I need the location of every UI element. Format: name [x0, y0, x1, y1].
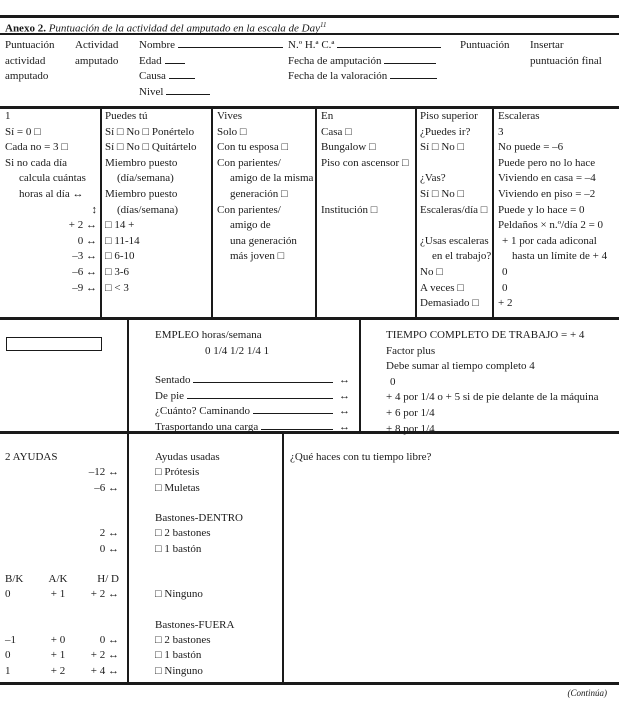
text-line	[155, 572, 280, 587]
text-line: + 8 por 1/4	[386, 422, 435, 435]
text-line	[5, 572, 119, 587]
field-blank[interactable]	[169, 69, 195, 79]
score-cell: + 1	[50, 649, 66, 662]
checkbox-option[interactable]: □ 11-14	[105, 234, 140, 247]
lives-with-column	[217, 109, 315, 265]
record-fields	[288, 38, 441, 85]
arrow-icon: ↔	[339, 405, 350, 418]
text-line: Si no cada día	[5, 156, 68, 169]
text-line	[5, 557, 119, 572]
field-label: Fecha de la valoración	[288, 70, 388, 82]
field-blank[interactable]	[165, 54, 185, 64]
field-blank[interactable]	[337, 38, 441, 48]
text-line	[321, 171, 415, 187]
text-line: ¿Puedes ir?	[420, 125, 471, 138]
text-line: (día/semana)	[117, 172, 174, 185]
checkbox-option[interactable]: Sí □ No □	[420, 187, 465, 200]
field-nombre[interactable]	[139, 38, 283, 54]
checkbox-option[interactable]: Con tu esposa □	[217, 141, 289, 154]
prosthesis-column	[105, 109, 211, 296]
col-divider	[359, 320, 361, 432]
field-label: Edad	[139, 54, 162, 67]
caption-title: Puntuación de la actividad del amputado en la escala de Day	[48, 22, 320, 35]
text-line: –9 ↔	[72, 281, 97, 294]
field-label: Nivel	[139, 85, 164, 98]
text-line	[321, 187, 415, 203]
text-line: –3 ↔	[72, 250, 97, 263]
header-text: amputado	[5, 70, 49, 82]
bottom-rule	[0, 682, 619, 685]
checkbox-option[interactable]: □ 3-6	[105, 265, 130, 278]
patient-fields	[139, 38, 283, 100]
checkbox-option[interactable]: No □	[420, 265, 443, 278]
text-line: 1	[5, 110, 11, 122]
text-line: Escaleras	[498, 110, 540, 122]
text-line: –12 ↔	[88, 466, 119, 479]
text-line: Miembro puesto	[105, 156, 178, 169]
header-col-actividad	[75, 38, 118, 69]
checkbox-option[interactable]: Sí □ No □ Ponértelo	[105, 125, 195, 138]
arrow-icon: ↔	[339, 420, 350, 433]
text-line	[420, 156, 492, 172]
field-label: Fecha de amputación	[288, 54, 382, 67]
score-cell: + 0	[50, 634, 66, 646]
text-line: –6 ↔	[72, 265, 97, 278]
score-cell: B/K	[5, 573, 24, 585]
text-line: Con parientes/	[217, 203, 281, 216]
wearing-time-column	[5, 109, 97, 296]
text-line	[5, 664, 119, 679]
score-cell: 0	[5, 588, 11, 601]
text-line	[5, 633, 119, 648]
col-divider	[492, 108, 494, 319]
checkbox-option[interactable]: □ Ninguno	[155, 588, 203, 601]
work-label: Trasportando una carga	[155, 420, 259, 433]
arrow-icon: ↔	[339, 389, 350, 402]
table-caption	[5, 18, 326, 36]
free-time-question: ¿Qué haces con tu tiempo libre?	[290, 451, 432, 463]
text-line: 0	[502, 281, 508, 294]
checkbox-option[interactable]: □ < 3	[105, 281, 129, 294]
header-col-puntuacion	[5, 38, 55, 85]
text-line: Puede pero no lo hace	[498, 156, 596, 169]
work-label: ¿Cuánto? Caminando	[155, 405, 251, 418]
score-cell: + 2 ↔	[90, 649, 119, 662]
upper-floor-column	[420, 109, 492, 312]
score-box[interactable]	[6, 337, 102, 351]
text-line: TIEMPO COMPLETO DE TRABAJO = + 4	[386, 329, 585, 341]
score-cell: –1	[5, 634, 16, 646]
checkbox-option[interactable]: Escaleras/día □	[420, 203, 488, 216]
header-text: Puntuación	[5, 39, 55, 51]
header-text: actividad	[5, 54, 46, 67]
text-line: ¿Usas escaleras	[420, 234, 489, 247]
header-final	[530, 38, 602, 69]
text-line	[155, 603, 280, 618]
checkbox-option[interactable]: □ 1 bastón	[155, 542, 202, 555]
checkbox-option[interactable]: □ 6-10	[105, 250, 135, 263]
field-blank[interactable]	[178, 38, 283, 48]
text-line: En	[321, 110, 334, 122]
work-label: De pie	[155, 389, 185, 402]
text-line: Vives	[217, 110, 243, 122]
text-line: Debe sumar al tiempo completo 4	[386, 360, 535, 373]
text-line: + 2	[498, 297, 513, 310]
col-divider	[127, 434, 129, 683]
text-line: amigo de la misma	[230, 172, 314, 185]
text-line: No puede = –6	[498, 141, 564, 154]
field-label: N.º H.ª C.ª	[288, 39, 335, 51]
score-cell: 0	[5, 649, 11, 662]
text-line: 0 1/4 1/2 1/4 1	[205, 344, 270, 357]
text-line: 0 ↔	[99, 542, 119, 555]
caption-label: Anexo 2.	[5, 22, 46, 35]
text-line: Puedes tú	[105, 110, 148, 122]
checkbox-option[interactable]: Institución □	[321, 203, 378, 216]
text-line: ¿Vas?	[420, 172, 446, 185]
header-text: Actividad	[75, 39, 119, 51]
text-line: + 2 ↔	[68, 219, 97, 232]
text-line: + 4 por 1/4 o + 5 si de pie delante de la máquina	[386, 391, 599, 404]
text-line	[5, 511, 119, 526]
col-divider	[315, 108, 317, 319]
text-line: Piso superior	[420, 110, 478, 122]
checkbox-option[interactable]: Solo □	[217, 125, 247, 138]
col-divider	[415, 108, 417, 319]
text-line	[155, 557, 280, 572]
work-item-caminando[interactable]	[155, 404, 350, 420]
text-line: 0 ↔	[77, 234, 97, 247]
header-text: puntuación final	[530, 54, 602, 67]
text-line: + 6 por 1/4	[386, 406, 435, 419]
header-score	[460, 38, 510, 54]
checkbox-option[interactable]: Piso con ascensor □	[321, 156, 409, 169]
checkbox-option[interactable]: □ 2 bastones	[155, 634, 211, 646]
text-line: Peldaños × n.º/día 2 = 0	[498, 219, 604, 232]
col-divider	[100, 108, 102, 319]
checkbox-option[interactable]: Cada no = 3 □	[5, 141, 68, 154]
aids-used-column	[155, 450, 280, 679]
text-line: 0	[390, 375, 396, 388]
text-line: 2 AYUDAS	[5, 451, 58, 463]
field-blank[interactable]	[193, 373, 333, 383]
checkbox-option[interactable]: □ 2 bastones	[155, 527, 211, 540]
checkbox-option[interactable]: □ Prótesis	[155, 466, 200, 479]
text-line: Puede y lo hace = 0	[498, 203, 585, 216]
score-cell: 0 ↔	[99, 634, 119, 646]
field-blank[interactable]	[390, 69, 437, 79]
home-column	[321, 109, 415, 218]
text-line: Con parientes/	[217, 156, 281, 169]
text-line: + 1 por cada adiconal	[502, 234, 597, 247]
continues-note: (Continúa)	[567, 688, 607, 698]
field-blank[interactable]	[384, 54, 436, 64]
text-line	[420, 218, 492, 234]
employment-header	[155, 328, 269, 359]
header-text: amputado	[75, 54, 119, 67]
field-fecha-valoracion[interactable]	[288, 69, 441, 85]
field-blank[interactable]	[166, 85, 210, 95]
checkbox-option[interactable]: Sí = 0 □	[5, 125, 41, 138]
checkbox-option[interactable]: Demasiado □	[420, 297, 479, 310]
text-line: ↕	[91, 203, 97, 216]
field-fecha-amputacion[interactable]	[288, 54, 441, 70]
text-line	[5, 603, 119, 618]
field-blank[interactable]	[187, 389, 333, 399]
text-line	[5, 587, 119, 602]
field-blank[interactable]	[261, 420, 333, 430]
field-label: Causa	[139, 70, 166, 82]
score-cell: + 2 ↔	[90, 588, 119, 601]
score-cell: + 1	[50, 588, 66, 601]
col-divider	[211, 108, 213, 319]
text-line: (días/semana)	[117, 203, 179, 216]
text-line: calcula cuántas	[19, 172, 86, 185]
text-line: horas al día ↔	[19, 187, 84, 200]
text-line: en el trabajo?	[432, 250, 492, 263]
text-line	[155, 496, 280, 511]
checkbox-option[interactable]: Sí □ No □ Quitártelo	[105, 141, 197, 154]
score-cell: 1	[5, 664, 11, 677]
stairs-column	[498, 109, 619, 312]
text-line: hasta un límite de + 4	[512, 250, 608, 263]
checkbox-option[interactable]: Sí □ No □	[420, 141, 465, 154]
text-line: EMPLEO horas/semana	[155, 329, 262, 341]
text-line: 0	[502, 265, 508, 278]
work-item-carga[interactable]	[155, 420, 350, 436]
checkbox-option[interactable]: más joven □	[230, 250, 285, 263]
field-edad[interactable]	[139, 54, 283, 70]
checkbox-option[interactable]: □ Muletas	[155, 481, 200, 494]
arrow-icon: ↔	[339, 374, 350, 386]
text-line: Viviendo en casa = –4	[498, 172, 596, 185]
col-divider	[127, 320, 129, 432]
text-line: Miembro puesto	[105, 187, 178, 200]
checkbox-option[interactable]: □ Ninguno	[155, 664, 203, 677]
text-line: Viviendo en piso = –2	[498, 187, 596, 200]
text-line: Bastones-DENTRO	[155, 512, 243, 524]
row1-rule	[0, 317, 619, 320]
text-line: –6 ↔	[94, 481, 119, 494]
score-cell: H/ D	[97, 573, 119, 585]
checkbox-option[interactable]: □ 14 +	[105, 219, 135, 232]
text-line: amigo de	[230, 219, 271, 232]
work-item-de-pie[interactable]	[155, 389, 350, 405]
text-line	[5, 496, 119, 511]
field-label: Nombre	[139, 39, 176, 51]
text-line: una generación	[230, 234, 297, 247]
work-item-sentado[interactable]	[155, 373, 350, 389]
caption-ref: 11	[319, 21, 327, 29]
text-line: 3	[498, 125, 504, 138]
checkbox-option[interactable]: generación □	[230, 187, 288, 200]
text-line: Ayudas usadas	[155, 451, 220, 463]
score-cell: A/K	[48, 573, 68, 585]
header-text: Puntuación	[460, 39, 510, 51]
text-line	[5, 648, 119, 663]
aids-score-column	[5, 450, 119, 679]
checkbox-option[interactable]: □ 1 bastón	[155, 649, 202, 662]
field-blank[interactable]	[253, 404, 333, 414]
work-label: Sentado	[155, 374, 191, 386]
col-divider	[282, 434, 284, 683]
text-line: Bastones-FUERA	[155, 618, 235, 631]
full-time-column	[386, 328, 599, 437]
header-text: Insertar	[530, 39, 564, 51]
text-line: Factor plus	[386, 344, 436, 357]
score-cell: + 2	[50, 664, 66, 677]
field-causa[interactable]	[139, 69, 283, 85]
work-items	[155, 373, 350, 435]
checkbox-option[interactable]: Bungalow □	[321, 141, 376, 154]
checkbox-option[interactable]: Casa □	[321, 125, 352, 138]
text-line	[5, 618, 119, 633]
checkbox-option[interactable]: A veces □	[420, 281, 464, 294]
text-line: 2 ↔	[99, 527, 119, 540]
field-nivel[interactable]	[139, 85, 283, 101]
field-historia[interactable]	[288, 38, 441, 54]
score-cell: + 4 ↔	[90, 664, 119, 677]
